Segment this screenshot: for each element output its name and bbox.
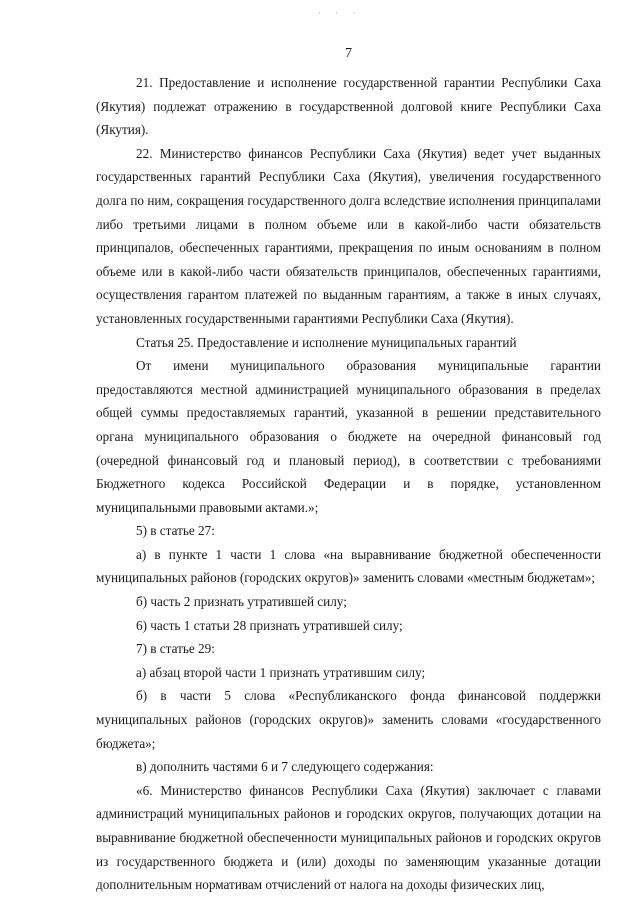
item-6: 6) часть 1 статьи 28 признать утратившей силу; — [136, 617, 403, 633]
item-5: 5) в статье 27: — [136, 523, 215, 539]
document-body — [96, 71, 601, 897]
article-25-heading: Статья 25. Предоставление и исполнение муниципальных гарантий — [136, 334, 517, 350]
paragraph-6-quote: «6. Министерство финансов Республики Саха (Якутия) заключает с главами администраций муниципальных районов и городских округов, получающих дотации на выравнивание бюджетной обеспеченности муниципальных районов и городских округов из государственного бюджета и (или) доходы по заменяющим указанные дотации дополнительным нормативам отчислений от налога на доходы физических лиц, — [96, 782, 601, 893]
item-7b: б) в части 5 слова «Республиканского фонда финансовой поддержки муниципальных районов (городских округов)» заменить словами «государственного бюджета»; — [96, 688, 601, 751]
item-5b: б) часть 2 признать утратившей силу; — [136, 594, 347, 610]
scan-artifact: · · · — [318, 8, 362, 18]
page-number: 7 — [345, 46, 352, 61]
item-7: 7) в статье 29: — [136, 641, 215, 657]
item-7a: а) абзац второй части 1 признать утратившим силу; — [136, 664, 426, 680]
paragraph-21: 21. Предоставление и исполнение государственной гарантии Республики Саха (Якутия) подлежат отражению в государственной долговой книге Республики Саха (Якутия). — [96, 75, 601, 138]
document-page — [96, 0, 601, 905]
item-5a: а) в пункте 1 части 1 слова «на выравнивание бюджетной обеспеченности муниципальных районов (городских округов)» заменить словами «местным бюджетам»; — [96, 546, 601, 586]
paragraph-22: 22. Министерство финансов Республики Саха (Якутия) ведет учет выданных государственных гарантий Республики Саха (Якутия), увеличения государственного долга по ним, сокращения государственного долга вследствие исполнения принципалами либо третьими лицами в полном объеме или в какой-либо части обязательств принципалов, обеспеченных гарантиями, прекращения по иным основаниям в полном объеме или в какой-либо части обязательств принципалов, обеспеченных гарантиями, осуществления гарантом платежей по выданным гарантиям, а также в иных случаях, установленных государственными гарантиями Республики Саха (Якутия). — [96, 145, 601, 326]
paragraph-municipal-guarantees: От имени муниципального образования муниципальные гарантии предоставляются местной администрацией муниципального образования в пределах общей суммы предоставляемых гарантий, указанной в решении представительного органа муниципального образования о бюджете на очередной финансовый год (очередной финансовый год и плановый период), в соответствии с требованиями Бюджетного кодекса Российской Федерации и в порядке, установленном муниципальными правовыми актами.»; — [96, 358, 601, 515]
item-7v: в) дополнить частями 6 и 7 следующего содержания: — [136, 759, 434, 775]
